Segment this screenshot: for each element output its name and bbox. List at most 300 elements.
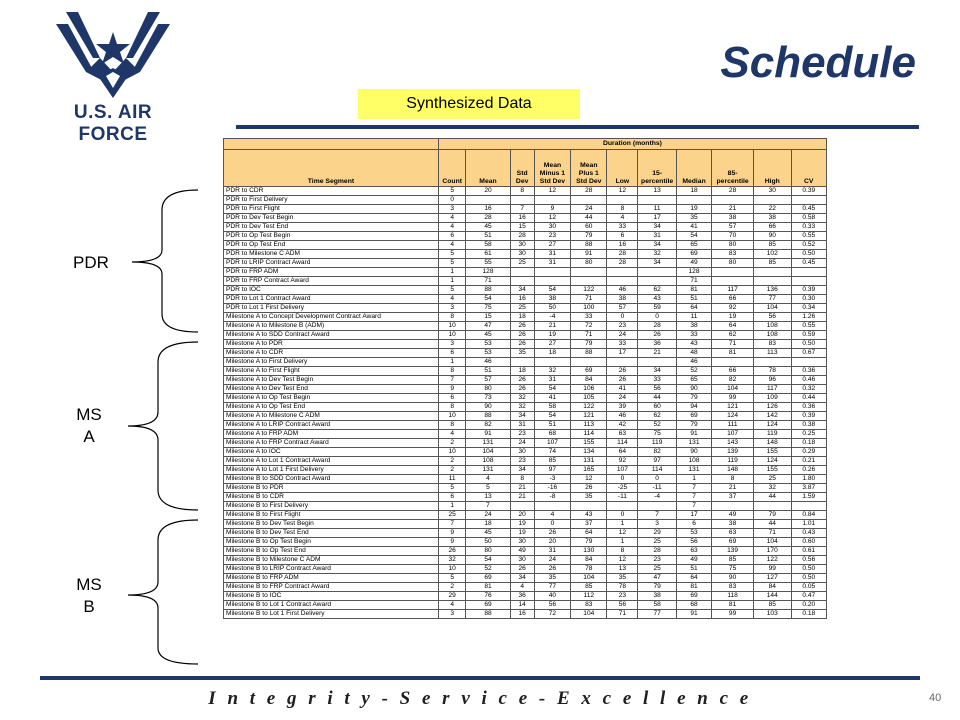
value-cell: 121	[712, 403, 754, 412]
value-cell: 6	[438, 349, 466, 358]
value-cell: 0.55	[791, 232, 827, 241]
value-cell: 8	[712, 475, 754, 484]
value-cell: 85	[754, 259, 791, 268]
column-header: 15-percentile	[638, 150, 677, 187]
time-segment-cell: PDR to Dev Test End	[224, 223, 439, 232]
value-cell: 2	[438, 439, 466, 448]
value-cell: 71	[712, 340, 754, 349]
value-cell: 54	[676, 232, 711, 241]
value-cell: 79	[754, 511, 791, 520]
value-cell: 24	[607, 331, 638, 340]
value-cell	[510, 196, 534, 205]
value-cell	[510, 358, 534, 367]
value-cell: 62	[712, 331, 754, 340]
value-cell: 37	[712, 493, 754, 502]
value-cell: 69	[712, 538, 754, 547]
value-cell: 3	[438, 205, 466, 214]
value-cell: 88	[466, 610, 510, 619]
value-cell: 60	[571, 223, 607, 232]
value-cell: 127	[754, 574, 791, 583]
column-header: Count	[438, 150, 466, 187]
value-cell: 12	[607, 187, 638, 196]
time-segment-cell: Milestone B to Op Test Begin	[224, 538, 439, 547]
value-cell: 62	[638, 286, 677, 295]
value-cell: 96	[754, 376, 791, 385]
time-segment-cell: Milestone A to Op Test End	[224, 403, 439, 412]
time-segment-cell: Milestone A to Lot 1 First Delivery	[224, 466, 439, 475]
value-cell: 35	[534, 574, 570, 583]
value-cell: 72	[571, 322, 607, 331]
value-cell: 38	[638, 592, 677, 601]
value-cell: 26	[510, 565, 534, 574]
value-cell: 26	[607, 367, 638, 376]
value-cell	[571, 502, 607, 511]
value-cell: 83	[754, 340, 791, 349]
value-cell: 4	[466, 475, 510, 484]
value-cell: 82	[712, 376, 754, 385]
value-cell: 102	[754, 250, 791, 259]
time-segment-cell: Milestone B to Dev Test Begin	[224, 520, 439, 529]
value-cell: 118	[712, 592, 754, 601]
table-row	[224, 322, 827, 331]
value-cell: 15	[510, 223, 534, 232]
table-row	[224, 430, 827, 439]
table-row	[224, 592, 827, 601]
value-cell	[510, 277, 534, 286]
value-cell: -11	[607, 493, 638, 502]
value-cell: 10	[438, 565, 466, 574]
value-cell: 16	[510, 610, 534, 619]
value-cell: 90	[676, 448, 711, 457]
value-cell: 62	[638, 412, 677, 421]
value-cell: 43	[638, 295, 677, 304]
value-cell: 18	[510, 313, 534, 322]
value-cell: 91	[676, 430, 711, 439]
value-cell: 0.32	[791, 385, 827, 394]
value-cell: 64	[676, 304, 711, 313]
value-cell: 4	[438, 241, 466, 250]
value-cell: 26	[510, 331, 534, 340]
value-cell	[754, 277, 791, 286]
value-cell: 28	[607, 259, 638, 268]
value-cell: 28	[466, 214, 510, 223]
value-cell: 23	[510, 430, 534, 439]
value-cell: 128	[676, 268, 711, 277]
value-cell	[534, 268, 570, 277]
value-cell: 144	[754, 592, 791, 601]
value-cell: 66	[712, 367, 754, 376]
value-cell: 122	[571, 403, 607, 412]
value-cell: 30	[754, 187, 791, 196]
value-cell	[571, 277, 607, 286]
value-cell: 35	[571, 493, 607, 502]
value-cell: 7	[676, 484, 711, 493]
value-cell: 71	[571, 295, 607, 304]
value-cell: -16	[534, 484, 570, 493]
value-cell: 99	[712, 610, 754, 619]
value-cell: 12	[534, 187, 570, 196]
page-number: 40	[929, 692, 942, 704]
value-cell: 2	[438, 583, 466, 592]
value-cell: 90	[466, 403, 510, 412]
table-row	[224, 394, 827, 403]
value-cell: 17	[607, 349, 638, 358]
value-cell: 71	[571, 331, 607, 340]
value-cell: 68	[676, 601, 711, 610]
value-cell: 38	[676, 322, 711, 331]
value-cell: 78	[754, 367, 791, 376]
value-cell: 5	[438, 574, 466, 583]
time-segment-cell: Milestone B to Dev Test End	[224, 529, 439, 538]
value-cell: 8	[438, 403, 466, 412]
time-segment-cell: PDR to IOC	[224, 286, 439, 295]
value-cell: 136	[754, 286, 791, 295]
table-row	[224, 556, 827, 565]
value-cell: 104	[754, 538, 791, 547]
value-cell: 0.20	[791, 601, 827, 610]
value-cell: 6	[438, 232, 466, 241]
table-row	[224, 367, 827, 376]
time-segment-cell: Milestone A to First Flight	[224, 367, 439, 376]
value-cell: 7	[510, 205, 534, 214]
value-cell: 0.46	[791, 376, 827, 385]
value-cell	[712, 268, 754, 277]
value-cell: 44	[571, 214, 607, 223]
value-cell: 60	[638, 403, 677, 412]
value-cell: 0.50	[791, 340, 827, 349]
value-cell: 18	[466, 520, 510, 529]
value-cell	[638, 268, 677, 277]
value-cell: 148	[754, 439, 791, 448]
value-cell: 7	[638, 511, 677, 520]
value-cell: 28	[712, 187, 754, 196]
value-cell: 1	[438, 268, 466, 277]
value-cell: 7	[438, 520, 466, 529]
time-segment-cell: Milestone B to CDR	[224, 493, 439, 502]
value-cell: 21	[712, 205, 754, 214]
value-cell: 50	[534, 304, 570, 313]
value-cell: 88	[571, 349, 607, 358]
table-row	[224, 331, 827, 340]
value-cell: 0.50	[791, 250, 827, 259]
table-row	[224, 196, 827, 205]
header-blank	[224, 139, 439, 150]
value-cell: 121	[571, 412, 607, 421]
value-cell: 91	[466, 430, 510, 439]
value-cell: 26	[510, 340, 534, 349]
value-cell: 54	[534, 286, 570, 295]
value-cell: 79	[676, 421, 711, 430]
value-cell: 38	[607, 295, 638, 304]
value-cell: 97	[534, 466, 570, 475]
time-segment-cell: PDR to FRP Contract Award	[224, 277, 439, 286]
value-cell: 68	[534, 430, 570, 439]
value-cell	[638, 502, 677, 511]
time-segment-cell: Milestone A to Milestone B (ADM)	[224, 322, 439, 331]
value-cell: 0.36	[791, 367, 827, 376]
value-cell: -4	[638, 493, 677, 502]
value-cell: 1	[438, 277, 466, 286]
value-cell: 9	[438, 385, 466, 394]
value-cell: 35	[607, 574, 638, 583]
value-cell: 1	[438, 502, 466, 511]
value-cell: 131	[466, 466, 510, 475]
column-header: Low	[607, 150, 638, 187]
value-cell: 108	[754, 331, 791, 340]
table-body	[224, 187, 827, 619]
value-cell: 88	[466, 412, 510, 421]
value-cell: 23	[534, 232, 570, 241]
value-cell: 34	[510, 286, 534, 295]
table-row	[224, 403, 827, 412]
value-cell: 71	[754, 529, 791, 538]
value-cell: 56	[754, 313, 791, 322]
time-segment-cell: Milestone A to Concept Development Contract Award	[224, 313, 439, 322]
table-row	[224, 565, 827, 574]
value-cell: 109	[754, 394, 791, 403]
value-cell: 91	[676, 610, 711, 619]
value-cell	[638, 277, 677, 286]
value-cell: 80	[712, 259, 754, 268]
value-cell: 8	[438, 421, 466, 430]
value-cell: 3	[438, 340, 466, 349]
value-cell: 122	[571, 286, 607, 295]
table-row	[224, 223, 827, 232]
value-cell: 37	[571, 520, 607, 529]
value-cell: 0.18	[791, 610, 827, 619]
table-row	[224, 286, 827, 295]
value-cell: 52	[638, 421, 677, 430]
footer-rule	[40, 676, 920, 680]
value-cell: 0.25	[791, 430, 827, 439]
value-cell: 14	[510, 601, 534, 610]
value-cell: 0.39	[791, 187, 827, 196]
value-cell: 114	[571, 430, 607, 439]
value-cell: 113	[754, 349, 791, 358]
value-cell: 71	[676, 277, 711, 286]
value-cell: 21	[712, 484, 754, 493]
value-cell: 7	[676, 493, 711, 502]
value-cell: 139	[712, 448, 754, 457]
table-row	[224, 421, 827, 430]
value-cell: 1	[607, 520, 638, 529]
value-cell: 34	[510, 466, 534, 475]
value-cell: 47	[638, 574, 677, 583]
value-cell: 12	[607, 556, 638, 565]
time-segment-cell: Milestone A to Lot 1 Contract Award	[224, 457, 439, 466]
value-cell: 21	[534, 322, 570, 331]
value-cell: 104	[571, 610, 607, 619]
table-row	[224, 385, 827, 394]
value-cell: 82	[638, 448, 677, 457]
value-cell: 0.34	[791, 304, 827, 313]
value-cell: 24	[466, 511, 510, 520]
value-cell: 124	[754, 421, 791, 430]
value-cell: 85	[712, 556, 754, 565]
time-segment-cell: PDR to Dev Test Begin	[224, 214, 439, 223]
value-cell: 25	[638, 538, 677, 547]
value-cell: 56	[607, 601, 638, 610]
value-cell: 165	[571, 466, 607, 475]
value-cell: 4	[438, 295, 466, 304]
value-cell: 51	[466, 367, 510, 376]
table-row	[224, 340, 827, 349]
value-cell: 26	[510, 385, 534, 394]
value-cell: 24	[607, 394, 638, 403]
value-cell: 35	[676, 214, 711, 223]
value-cell: 0.84	[791, 511, 827, 520]
value-cell: 4	[438, 223, 466, 232]
value-cell	[607, 502, 638, 511]
value-cell: 134	[571, 448, 607, 457]
group-braces	[0, 0, 230, 680]
value-cell	[510, 502, 534, 511]
value-cell: 56	[534, 601, 570, 610]
value-cell: 78	[607, 583, 638, 592]
value-cell: 35	[510, 349, 534, 358]
table-row	[224, 295, 827, 304]
footer-motto: I n t e g r i t y - S e r v i c e - E x c e l l e n c e	[208, 688, 752, 709]
value-cell: 4	[438, 601, 466, 610]
value-cell: 0.61	[791, 547, 827, 556]
value-cell: 32	[754, 484, 791, 493]
schedule-table-wrap	[223, 138, 827, 619]
value-cell: 3	[438, 304, 466, 313]
time-segment-cell: PDR to Milestone C ADM	[224, 250, 439, 259]
value-cell: 41	[607, 385, 638, 394]
value-cell: 119	[638, 439, 677, 448]
value-cell: 9	[438, 529, 466, 538]
time-segment-cell: Milestone A to Op Test Begin	[224, 394, 439, 403]
value-cell: 53	[466, 340, 510, 349]
table-row	[224, 304, 827, 313]
value-cell	[791, 358, 827, 367]
value-cell: 36	[510, 592, 534, 601]
value-cell: 25	[510, 259, 534, 268]
value-cell: 73	[466, 394, 510, 403]
value-cell: 8	[510, 187, 534, 196]
value-cell: 0	[534, 520, 570, 529]
value-cell: 45	[466, 223, 510, 232]
value-cell: 57	[712, 223, 754, 232]
value-cell	[571, 268, 607, 277]
value-cell	[607, 196, 638, 205]
table-row	[224, 493, 827, 502]
value-cell: 28	[638, 322, 677, 331]
value-cell: 18	[510, 367, 534, 376]
value-cell: 34	[638, 367, 677, 376]
value-cell: 0.45	[791, 259, 827, 268]
time-segment-cell: Milestone B to Lot 1 First Delivery	[224, 610, 439, 619]
value-cell: 45	[466, 529, 510, 538]
value-cell: 2	[438, 466, 466, 475]
value-cell: 4	[607, 214, 638, 223]
value-cell: 2	[438, 457, 466, 466]
value-cell: 1	[438, 358, 466, 367]
ms-b-brace	[128, 520, 198, 664]
value-cell: 30	[510, 538, 534, 547]
value-cell: 10	[438, 448, 466, 457]
value-cell: 65	[676, 376, 711, 385]
value-cell: 3	[438, 610, 466, 619]
value-cell: 131	[676, 439, 711, 448]
value-cell: 38	[754, 214, 791, 223]
table-row	[224, 214, 827, 223]
value-cell: 51	[676, 295, 711, 304]
table-row	[224, 466, 827, 475]
value-cell: 0.60	[791, 538, 827, 547]
value-cell: 4	[438, 430, 466, 439]
time-segment-cell: PDR to First Delivery	[224, 196, 439, 205]
value-cell: 84	[754, 583, 791, 592]
value-cell: 13	[466, 493, 510, 502]
value-cell: 81	[712, 349, 754, 358]
value-cell: 77	[534, 583, 570, 592]
value-cell: 69	[676, 412, 711, 421]
table-row	[224, 358, 827, 367]
value-cell: 7	[466, 502, 510, 511]
value-cell: 16	[510, 295, 534, 304]
value-cell: 0.29	[791, 448, 827, 457]
value-cell: 83	[712, 250, 754, 259]
value-cell: 54	[534, 385, 570, 394]
value-cell: 25	[438, 511, 466, 520]
value-cell: 64	[676, 574, 711, 583]
value-cell: 51	[534, 421, 570, 430]
value-cell: 117	[754, 385, 791, 394]
value-cell: 16	[510, 214, 534, 223]
value-cell: 43	[676, 340, 711, 349]
value-cell: 26	[607, 376, 638, 385]
value-cell: 15	[466, 313, 510, 322]
value-cell: 34	[638, 223, 677, 232]
table-row	[224, 205, 827, 214]
value-cell: 0	[607, 511, 638, 520]
value-cell	[607, 358, 638, 367]
value-cell: 17	[676, 511, 711, 520]
time-segment-cell: Milestone A to Dev Test Begin	[224, 376, 439, 385]
value-cell: 20	[466, 187, 510, 196]
value-cell	[754, 358, 791, 367]
time-segment-cell: Milestone B to Milestone C ADM	[224, 556, 439, 565]
value-cell: 122	[754, 556, 791, 565]
value-cell: 58	[534, 403, 570, 412]
table-row	[224, 448, 827, 457]
value-cell: 32	[638, 250, 677, 259]
value-cell: 12	[607, 529, 638, 538]
schedule-table	[223, 138, 827, 619]
value-cell: 131	[676, 466, 711, 475]
time-segment-cell: PDR to Op Test Begin	[224, 232, 439, 241]
value-cell: 90	[676, 385, 711, 394]
value-cell: 107	[534, 439, 570, 448]
value-cell	[712, 196, 754, 205]
value-cell: 56	[676, 538, 711, 547]
value-cell: 126	[754, 403, 791, 412]
value-cell: 33	[571, 313, 607, 322]
value-cell: 77	[638, 610, 677, 619]
value-cell: 74	[534, 448, 570, 457]
value-cell: 0	[438, 196, 466, 205]
value-cell: 108	[466, 457, 510, 466]
table-row	[224, 538, 827, 547]
value-cell: 114	[607, 439, 638, 448]
value-cell: 76	[466, 592, 510, 601]
time-segment-cell: PDR to Op Test End	[224, 241, 439, 250]
value-cell: 0.47	[791, 592, 827, 601]
value-cell	[712, 277, 754, 286]
value-cell: 51	[466, 232, 510, 241]
